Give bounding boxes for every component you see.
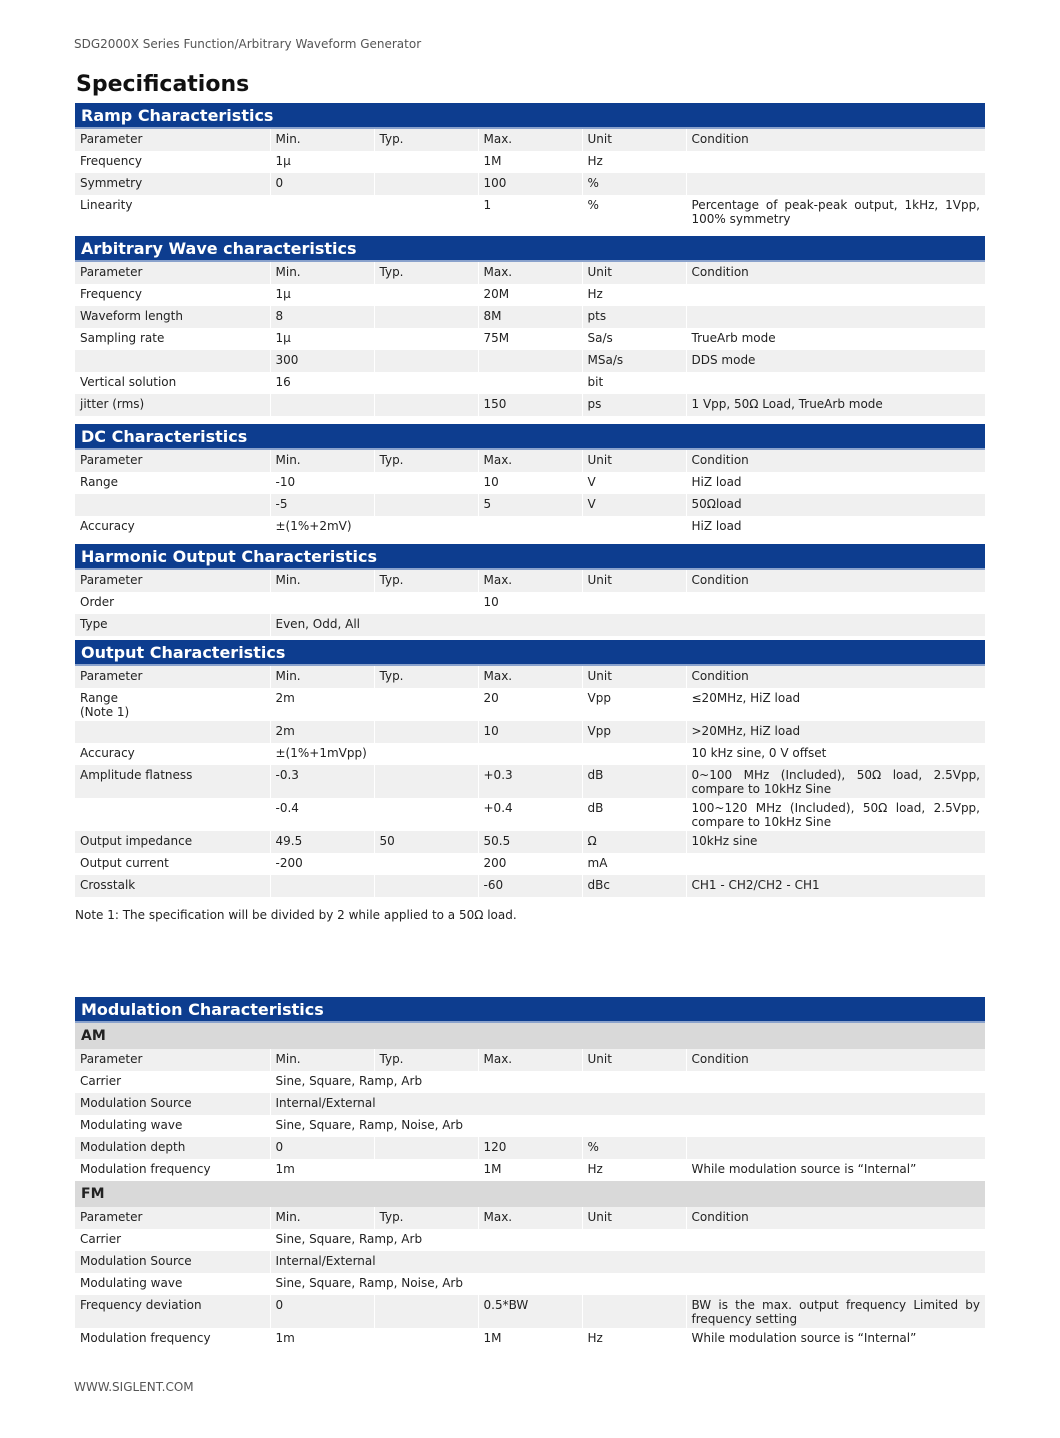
table-cell	[75, 350, 270, 372]
table-cell: 20M	[478, 284, 582, 306]
table-cell: 0~100 MHz (Included), 50Ω load, 2.5Vpp, compare to 10kHz Sine	[686, 765, 985, 798]
table-cell: 100~120 MHz (Included), 50Ω load, 2.5Vpp, compare to 10kHz Sine	[686, 798, 985, 831]
table-cell	[374, 798, 478, 831]
table-cell: dB	[582, 798, 686, 831]
table-row	[75, 328, 985, 350]
table-cell: Condition	[686, 666, 985, 688]
section-title: Modulation Characteristics	[75, 997, 985, 1023]
table-row	[75, 798, 985, 831]
table-cell: Symmetry	[75, 173, 270, 195]
table-cell: 2m	[270, 721, 374, 743]
table-cell: V	[582, 472, 686, 494]
table-cell: Modulation frequency	[75, 1328, 270, 1350]
table-cell: Max.	[478, 570, 582, 592]
table-cell: Parameter	[75, 666, 270, 688]
table-row	[75, 721, 985, 743]
table-cell: Condition	[686, 570, 985, 592]
table-cell: Condition	[686, 1207, 985, 1229]
table-cell: 1μ	[270, 328, 374, 350]
table-cell: 10 kHz sine, 0 V offset	[686, 743, 985, 765]
table-cell	[270, 592, 374, 614]
document-header: SDG2000X Series Function/Arbitrary Waveform Generator	[74, 37, 422, 51]
table-cell: Unit	[582, 1049, 686, 1071]
section-title: Output Characteristics	[75, 640, 985, 666]
table-cell	[686, 306, 985, 328]
table-cell: 10	[478, 721, 582, 743]
section-title: Arbitrary Wave characteristics	[75, 236, 985, 262]
table-row	[75, 1251, 985, 1273]
table-cell	[686, 284, 985, 306]
table-cell: TrueArb mode	[686, 328, 985, 350]
table-cell	[374, 875, 478, 897]
table-cell	[374, 306, 478, 328]
table-cell	[686, 592, 985, 614]
table-cell	[374, 516, 478, 538]
table-cell: Sine, Square, Ramp, Arb	[270, 1071, 985, 1093]
table-cell: Parameter	[75, 129, 270, 151]
table-cell: -0.4	[270, 798, 374, 831]
table-row	[75, 516, 985, 538]
table-header-row	[75, 450, 985, 472]
table-cell	[686, 173, 985, 195]
table-cell: 75M	[478, 328, 582, 350]
table-row	[75, 765, 985, 798]
table-cell: Frequency deviation	[75, 1295, 270, 1328]
table-cell: V	[582, 494, 686, 516]
table-cell: Min.	[270, 666, 374, 688]
table-cell: dB	[582, 765, 686, 798]
table-cell: mA	[582, 853, 686, 875]
table-cell: Ω	[582, 831, 686, 853]
table-row	[75, 1159, 985, 1181]
table-cell	[582, 592, 686, 614]
table-cell: 1m	[270, 1328, 374, 1350]
table-cell: Internal/External	[270, 1093, 985, 1115]
table-cell: ±(1%+2mV)	[270, 516, 374, 538]
table-cell: Typ.	[374, 570, 478, 592]
table-cell: 10kHz sine	[686, 831, 985, 853]
table-cell: 50	[374, 831, 478, 853]
table-cell: Hz	[582, 151, 686, 173]
table-row	[75, 1229, 985, 1251]
table-cell: Min.	[270, 1049, 374, 1071]
table-cell: %	[582, 173, 686, 195]
table-cell: Frequency	[75, 284, 270, 306]
table-cell	[374, 1159, 478, 1181]
table-cell: Sine, Square, Ramp, Arb	[270, 1229, 985, 1251]
table-cell: 2m	[270, 688, 374, 721]
table-cell: Typ.	[374, 1049, 478, 1071]
table-cell: Accuracy	[75, 743, 270, 765]
table-cell: Min.	[270, 450, 374, 472]
table-row	[75, 394, 985, 416]
table-row	[75, 472, 985, 494]
table-cell: Max.	[478, 1207, 582, 1229]
am-subheader: AM	[75, 1023, 985, 1049]
table-cell: Percentage of peak-peak output, 1kHz, 1Vpp, 100% symmetry	[686, 195, 985, 228]
table-cell: %	[582, 1137, 686, 1159]
table-cell	[270, 875, 374, 897]
table-header-row	[75, 570, 985, 592]
table-cell: Output impedance	[75, 831, 270, 853]
table-cell: %	[582, 195, 686, 228]
table-cell: Vpp	[582, 688, 686, 721]
table-cell: bit	[582, 372, 686, 394]
table-cell: Parameter	[75, 570, 270, 592]
table-cell	[374, 688, 478, 721]
table-row	[75, 284, 985, 306]
table-cell: ≤20MHz, HiZ load	[686, 688, 985, 721]
table-cell: Hz	[582, 1159, 686, 1181]
output-table	[75, 666, 985, 897]
table-row	[75, 372, 985, 394]
table-cell: Condition	[686, 262, 985, 284]
table-cell	[582, 516, 686, 538]
table-cell: Typ.	[374, 1207, 478, 1229]
table-cell: Typ.	[374, 666, 478, 688]
section-title: DC Characteristics	[75, 424, 985, 450]
table-cell: Output current	[75, 853, 270, 875]
table-cell: 1M	[478, 151, 582, 173]
table-header-row	[75, 262, 985, 284]
modulation-section	[75, 997, 985, 1350]
table-cell: Type	[75, 614, 270, 636]
table-cell: 1M	[478, 1159, 582, 1181]
table-cell: Modulation frequency	[75, 1159, 270, 1181]
table-cell: -10	[270, 472, 374, 494]
arbitrary-section	[75, 236, 985, 416]
table-cell	[686, 151, 985, 173]
table-cell	[374, 350, 478, 372]
table-cell: Unit	[582, 450, 686, 472]
table-header-row	[75, 1207, 985, 1229]
table-cell: +0.3	[478, 765, 582, 798]
table-cell	[270, 195, 374, 228]
table-cell: Typ.	[374, 129, 478, 151]
table-cell: -200	[270, 853, 374, 875]
table-header-row	[75, 1049, 985, 1071]
table-cell: Sine, Square, Ramp, Noise, Arb	[270, 1115, 985, 1137]
output-section	[75, 640, 985, 897]
table-cell: 120	[478, 1137, 582, 1159]
table-cell: 50.5	[478, 831, 582, 853]
table-cell	[686, 1137, 985, 1159]
ramp-section	[75, 103, 985, 228]
table-cell: Internal/External	[270, 1251, 985, 1273]
table-cell: >20MHz, HiZ load	[686, 721, 985, 743]
table-cell: Hz	[582, 284, 686, 306]
table-cell: Max.	[478, 1049, 582, 1071]
table-cell: Parameter	[75, 262, 270, 284]
table-cell: Range (Note 1)	[75, 688, 270, 721]
table-cell: 0	[270, 173, 374, 195]
table-cell: Linearity	[75, 195, 270, 228]
section-title: Ramp Characteristics	[75, 103, 985, 129]
table-cell	[75, 798, 270, 831]
table-cell	[75, 494, 270, 516]
table-cell: Unit	[582, 666, 686, 688]
table-cell: Max.	[478, 666, 582, 688]
table-cell: Unit	[582, 570, 686, 592]
table-cell: DDS mode	[686, 350, 985, 372]
table-cell: ±(1%+1mVpp)	[270, 743, 374, 765]
table-cell: -5	[270, 494, 374, 516]
section-title: Harmonic Output Characteristics	[75, 544, 985, 570]
table-cell: 8M	[478, 306, 582, 328]
table-cell: Modulation depth	[75, 1137, 270, 1159]
table-cell: Max.	[478, 262, 582, 284]
table-cell: MSa/s	[582, 350, 686, 372]
table-cell: Min.	[270, 1207, 374, 1229]
table-cell	[478, 350, 582, 372]
table-cell: Max.	[478, 450, 582, 472]
table-cell: 300	[270, 350, 374, 372]
table-cell: 10	[478, 592, 582, 614]
table-cell	[374, 472, 478, 494]
footer-url: WWW.SIGLENT.COM	[74, 1380, 194, 1394]
table-cell: 0	[270, 1295, 374, 1328]
table-cell: Modulating wave	[75, 1115, 270, 1137]
table-cell: Unit	[582, 129, 686, 151]
table-row	[75, 494, 985, 516]
table-row	[75, 831, 985, 853]
table-row	[75, 1093, 985, 1115]
table-cell: 1m	[270, 1159, 374, 1181]
table-row	[75, 151, 985, 173]
table-cell: Carrier	[75, 1071, 270, 1093]
table-cell: Modulating wave	[75, 1273, 270, 1295]
table-cell: Condition	[686, 1049, 985, 1071]
table-cell: Typ.	[374, 262, 478, 284]
table-cell: dBc	[582, 875, 686, 897]
table-cell: Amplitude flatness	[75, 765, 270, 798]
arbitrary-table	[75, 262, 985, 416]
table-cell	[75, 721, 270, 743]
table-cell: Hz	[582, 1328, 686, 1350]
table-cell: ps	[582, 394, 686, 416]
table-cell: Min.	[270, 129, 374, 151]
table-cell: 200	[478, 853, 582, 875]
table-cell: Typ.	[374, 450, 478, 472]
table-cell	[374, 372, 478, 394]
table-cell: Frequency	[75, 151, 270, 173]
table-cell: Even, Odd, All	[270, 614, 985, 636]
table-cell: 8	[270, 306, 374, 328]
table-cell	[374, 195, 478, 228]
dc-section	[75, 424, 985, 538]
table-row	[75, 350, 985, 372]
table-cell	[582, 743, 686, 765]
table-cell: While modulation source is “Internal”	[686, 1328, 985, 1350]
table-row	[75, 614, 985, 636]
table-row	[75, 743, 985, 765]
table-cell: CH1 - CH2/CH2 - CH1	[686, 875, 985, 897]
table-cell: -0.3	[270, 765, 374, 798]
table-cell: 1μ	[270, 284, 374, 306]
table-cell	[374, 151, 478, 173]
table-cell: 50Ωload	[686, 494, 985, 516]
table-cell: While modulation source is “Internal”	[686, 1159, 985, 1181]
table-cell: 5	[478, 494, 582, 516]
table-cell	[374, 328, 478, 350]
table-cell	[374, 743, 478, 765]
table-cell: pts	[582, 306, 686, 328]
table-cell	[374, 721, 478, 743]
table-cell: 10	[478, 472, 582, 494]
page-title: Specifications	[76, 72, 250, 97]
fm-table	[75, 1207, 985, 1350]
table-cell: +0.4	[478, 798, 582, 831]
note-text: Note 1: The specification will be divided by 2 while applied to a 50Ω load.	[75, 908, 517, 922]
table-cell: Carrier	[75, 1229, 270, 1251]
table-cell: Parameter	[75, 1049, 270, 1071]
table-cell: Vpp	[582, 721, 686, 743]
dc-table	[75, 450, 985, 538]
table-cell	[686, 853, 985, 875]
table-cell	[374, 284, 478, 306]
table-cell	[374, 765, 478, 798]
table-cell: Crosstalk	[75, 875, 270, 897]
table-cell: Order	[75, 592, 270, 614]
am-table	[75, 1049, 985, 1181]
table-cell: Unit	[582, 262, 686, 284]
table-cell: Vertical solution	[75, 372, 270, 394]
table-cell: Min.	[270, 570, 374, 592]
table-row	[75, 1071, 985, 1093]
table-row	[75, 875, 985, 897]
table-cell	[270, 394, 374, 416]
table-cell: jitter (rms)	[75, 394, 270, 416]
table-cell: 150	[478, 394, 582, 416]
table-cell: 1	[478, 195, 582, 228]
table-cell: 1M	[478, 1328, 582, 1350]
table-row	[75, 688, 985, 721]
harmonic-table	[75, 570, 985, 636]
table-cell	[478, 372, 582, 394]
table-cell	[374, 173, 478, 195]
fm-subheader: FM	[75, 1181, 985, 1207]
table-header-row	[75, 129, 985, 151]
table-cell: Min.	[270, 262, 374, 284]
table-cell: Modulation Source	[75, 1251, 270, 1273]
table-cell: Modulation Source	[75, 1093, 270, 1115]
table-row	[75, 1295, 985, 1328]
table-cell: 1μ	[270, 151, 374, 173]
table-cell: Sampling rate	[75, 328, 270, 350]
table-cell	[374, 853, 478, 875]
table-cell: 0	[270, 1137, 374, 1159]
table-cell: Unit	[582, 1207, 686, 1229]
table-cell: Parameter	[75, 450, 270, 472]
table-row	[75, 853, 985, 875]
table-cell: 0.5*BW	[478, 1295, 582, 1328]
table-cell: Condition	[686, 450, 985, 472]
table-cell: Sine, Square, Ramp, Noise, Arb	[270, 1273, 985, 1295]
table-row	[75, 306, 985, 328]
table-cell: 100	[478, 173, 582, 195]
table-row	[75, 592, 985, 614]
table-cell: -60	[478, 875, 582, 897]
table-cell: Condition	[686, 129, 985, 151]
table-cell	[374, 1328, 478, 1350]
table-cell	[478, 743, 582, 765]
table-row	[75, 1137, 985, 1159]
table-cell: 49.5	[270, 831, 374, 853]
table-row	[75, 1115, 985, 1137]
table-cell: Max.	[478, 129, 582, 151]
table-cell: HiZ load	[686, 472, 985, 494]
table-cell: 20	[478, 688, 582, 721]
table-row	[75, 1328, 985, 1350]
table-cell	[686, 372, 985, 394]
table-cell	[374, 494, 478, 516]
harmonic-section	[75, 544, 985, 636]
ramp-table	[75, 129, 985, 228]
table-header-row	[75, 666, 985, 688]
table-cell: 16	[270, 372, 374, 394]
table-row	[75, 1273, 985, 1295]
table-cell: BW is the max. output frequency Limited by frequency setting	[686, 1295, 985, 1328]
table-cell	[374, 1137, 478, 1159]
table-cell: Waveform length	[75, 306, 270, 328]
table-cell: Sa/s	[582, 328, 686, 350]
table-cell	[478, 516, 582, 538]
table-cell: HiZ load	[686, 516, 985, 538]
table-cell	[582, 1295, 686, 1328]
table-cell: Range	[75, 472, 270, 494]
table-row	[75, 195, 985, 228]
table-cell: Parameter	[75, 1207, 270, 1229]
table-row	[75, 173, 985, 195]
table-cell: 1 Vpp, 50Ω Load, TrueArb mode	[686, 394, 985, 416]
table-cell	[374, 1295, 478, 1328]
table-cell: Accuracy	[75, 516, 270, 538]
table-cell	[374, 394, 478, 416]
table-cell	[374, 592, 478, 614]
